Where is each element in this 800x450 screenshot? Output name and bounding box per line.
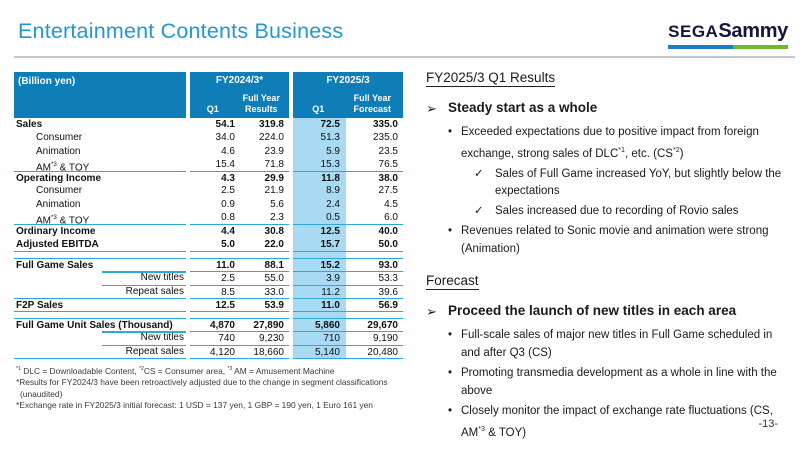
arrow-bullet-icon: ➢ [426, 101, 437, 116]
value-cell: 15.2 [293, 258, 346, 272]
value-cell: 76.5 [378, 158, 398, 170]
value-cell [240, 311, 289, 318]
logo-sammy-text: Sammy [718, 20, 788, 42]
table-row [14, 285, 403, 298]
row-label [14, 251, 186, 258]
table-row [14, 118, 403, 131]
table-row [14, 158, 403, 174]
table-row [14, 184, 403, 197]
value-cell: 4.3 [190, 171, 240, 185]
value-cell: 710 [293, 331, 346, 345]
value-cell [190, 358, 240, 359]
commentary-panel [426, 70, 794, 445]
table-row [14, 318, 403, 331]
table-row [14, 331, 403, 344]
value-cell: 319.8 [258, 119, 284, 130]
value-cell: 11.0 [293, 298, 346, 312]
value-cell: 55.0 [240, 271, 289, 285]
financial-table [14, 72, 403, 358]
row-label: Full Game Sales [14, 258, 186, 272]
footnote-definitions: $^{*1}$ DLC = Downloadable Content, $^{*2}$CS = Consumer area, $^{*3}$ AM = Amusement Machine [16, 366, 335, 376]
value-cell: 4.6 [221, 145, 235, 157]
forecast-key-point-text: Proceed the launch of new titles in each area [448, 303, 737, 319]
bullet-icon: • [448, 329, 453, 342]
row-label: Adjusted EBITDA [16, 238, 99, 250]
title-divider-line [14, 56, 795, 58]
bullet-item [448, 223, 794, 258]
value-cell: 53.9 [240, 298, 289, 312]
check-text: Sales increased due to recording of Rovio sales [495, 204, 739, 217]
table-row [14, 238, 403, 251]
segasammy-logo-text [668, 20, 788, 43]
bullet-icon: • [448, 225, 453, 238]
table-body [14, 118, 403, 358]
value-cell: 2.5 [190, 271, 240, 285]
check-icon: ✓ [474, 204, 484, 217]
row-label: Repeat sales [14, 345, 186, 359]
q1-key-point [426, 100, 794, 117]
table-row [14, 224, 403, 237]
forecast-heading: Forecast [426, 273, 479, 289]
row-label: AM$^{*3}$ & TOY [36, 160, 90, 174]
value-cell [346, 358, 403, 359]
value-cell [293, 358, 346, 359]
bullet-text: Closely monitor the impact of exchange rate fluctuations (CS, AM$^{*3}$ & TOY) [461, 405, 773, 439]
value-cell: 12.5 [293, 224, 346, 238]
value-cell: 9,230 [240, 331, 289, 345]
check-item [474, 203, 794, 221]
value-cell: 88.1 [240, 258, 289, 272]
value-cell [240, 251, 289, 258]
value-cell: 235.0 [372, 132, 398, 144]
value-cell: 740 [190, 331, 240, 345]
value-cell: 40.0 [346, 224, 403, 238]
value-cell [190, 311, 240, 318]
row-label: New titles [14, 331, 186, 345]
value-cell: 20,480 [346, 345, 403, 359]
colgroup-fy2024-label: FY2024/3* [215, 75, 264, 86]
row-label: Animation [36, 198, 81, 210]
check-text: Sales of Full Game increased YoY, but slightly below the expectations [495, 167, 782, 198]
q1-key-point-text: Steady start as a whole [448, 100, 598, 115]
row-label: Operating Income [14, 171, 186, 185]
arrow-bullet-icon: ➢ [426, 304, 437, 320]
value-cell: 34.0 [215, 132, 235, 144]
value-cell: 2.5 [221, 185, 235, 197]
check-item [474, 166, 794, 201]
row-label: Ordinary Income [14, 224, 186, 238]
value-cell: 15.3 [293, 158, 346, 175]
value-cell: 5,860 [293, 318, 346, 332]
value-cell: 6.0 [384, 212, 398, 224]
page-number: -13- [758, 418, 778, 430]
table-row [14, 171, 403, 184]
value-cell: 22.0 [264, 238, 284, 250]
value-cell: 12.5 [190, 298, 240, 312]
value-cell: 335.0 [372, 119, 398, 130]
value-cell: 3.9 [293, 271, 346, 285]
value-cell: 29,670 [346, 318, 403, 332]
row-label: Consumer [36, 132, 83, 144]
value-cell: 11.2 [293, 285, 346, 299]
value-cell: 93.0 [346, 258, 403, 272]
value-cell: 53.3 [346, 271, 403, 285]
value-cell [293, 251, 346, 258]
row-label: Repeat sales [14, 285, 186, 299]
bullet-item [448, 403, 794, 442]
value-cell [240, 358, 289, 359]
value-cell: 38.0 [346, 171, 403, 185]
value-cell: 5.0 [221, 238, 235, 250]
col-fy2025-fullyear: Full Year Forecast [353, 93, 392, 115]
value-cell: 15.7 [293, 238, 346, 251]
bullet-item [448, 124, 794, 163]
col-fy2024-fullyear: Full Year Results [242, 93, 280, 115]
value-cell: 51.3 [293, 131, 346, 144]
table-colgroup-fy2025 [293, 72, 403, 118]
value-cell: 8.9 [293, 184, 346, 197]
table-row [14, 211, 403, 227]
value-cell: 39.6 [346, 285, 403, 299]
logo-bar-blue-segment [668, 45, 733, 49]
bullet-icon: • [448, 126, 453, 138]
value-cell: 27,890 [240, 318, 289, 332]
row-label: Sales [16, 119, 43, 130]
value-cell: 54.1 [215, 119, 235, 130]
row-label: Consumer [36, 185, 83, 197]
value-cell: 8.5 [190, 285, 240, 299]
table-spacer-row [14, 251, 403, 258]
row-label: New titles [14, 271, 186, 285]
table-row [14, 145, 403, 158]
value-cell: 50.0 [378, 238, 398, 250]
value-cell: 11.8 [293, 171, 346, 185]
footnote-exchange-rate: *Exchange rate in FY2025/3 initial forecast: 1 USD = 137 yen, 1 GBP = 190 yen, 1 Euro 161 yen [16, 399, 373, 410]
value-cell: 2.3 [270, 212, 284, 224]
value-cell: 4,870 [190, 318, 240, 332]
bullet-icon: • [448, 367, 453, 380]
table-spacer-row [14, 311, 403, 318]
bullet-text: Full-scale sales of major new titles in Full Game scheduled in and after Q3 (CS) [461, 329, 773, 359]
bullet-item [448, 327, 794, 362]
segasammy-logo [668, 20, 788, 49]
table-row [14, 271, 403, 284]
value-cell: 4,120 [190, 345, 240, 359]
value-cell [346, 251, 403, 258]
value-cell [346, 311, 403, 318]
value-cell: 29.9 [240, 171, 289, 185]
value-cell: 18,660 [240, 345, 289, 359]
logo-underline-bar [668, 45, 788, 49]
table-row [14, 258, 403, 271]
footnotes [16, 366, 388, 411]
value-cell: 224.0 [258, 132, 284, 144]
value-cell: 5,140 [293, 345, 346, 359]
bullet-text: Exceeded expectations due to positive impact from foreign exchange, strong sales of DLC$^{*1}$, etc. (CS$^{*2}$) [461, 126, 759, 160]
footnote-unaudited: (unaudited) [20, 388, 63, 399]
row-label: Animation [36, 145, 81, 157]
table-header [14, 72, 403, 118]
value-cell: 23.5 [378, 145, 398, 157]
colgroup-fy2025-label: FY2025/3 [326, 75, 370, 86]
table-row [14, 345, 403, 358]
value-cell: 0.9 [221, 198, 235, 210]
bullet-text: Revenues related to Sonic movie and animation were strong (Animation) [461, 225, 769, 255]
table-row [14, 198, 403, 211]
value-cell: 56.9 [346, 298, 403, 312]
footnote-restated: *Results for FY2024/3 have been retroactively adjusted due to the change in segment classifications [16, 377, 388, 388]
value-cell: 5.9 [293, 145, 346, 158]
col-fy2024-q1: Q1 [206, 104, 219, 114]
value-cell [293, 311, 346, 318]
bullet-item [448, 365, 794, 400]
value-cell: 4.5 [384, 198, 398, 210]
page-title: Entertainment Contents Business [18, 19, 344, 43]
row-label: Full Game Unit Sales (Thousand) [14, 318, 186, 332]
value-cell: 11.0 [190, 258, 240, 272]
bullet-text: Promoting transmedia development as a whole in line with the above [461, 367, 777, 397]
col-fy2025-q1: Q1 [312, 104, 325, 114]
table-colgroup-fy2024 [190, 72, 289, 118]
value-cell: 9,190 [346, 331, 403, 345]
check-icon: ✓ [474, 167, 484, 180]
value-cell: 5.6 [270, 198, 284, 210]
row-label: F2P Sales [14, 298, 186, 312]
value-cell: 71.8 [264, 158, 284, 170]
value-cell: 2.4 [293, 198, 346, 211]
forecast-key-point [426, 303, 794, 320]
logo-sega-text: SEGA [668, 22, 719, 41]
value-cell: 30.8 [240, 224, 289, 238]
bullet-icon: • [448, 405, 453, 418]
table-unit-label: (Billion yen) [14, 72, 186, 118]
value-cell: 21.9 [264, 185, 284, 197]
value-cell: 0.5 [293, 211, 346, 228]
value-cell: 33.0 [240, 285, 289, 299]
table-row [14, 298, 403, 311]
row-label: AM$^{*3}$ & TOY [36, 214, 90, 227]
value-cell: 4.4 [190, 224, 240, 238]
table-row [14, 131, 403, 144]
value-cell: 27.5 [378, 185, 398, 197]
logo-bar-green-segment [733, 45, 788, 49]
q1-results-heading: FY2025/3 Q1 Results [426, 70, 556, 85]
value-cell [190, 251, 240, 258]
value-cell: 15.4 [215, 158, 235, 170]
value-cell: 0.8 [221, 212, 235, 224]
value-cell: 72.5 [293, 118, 346, 131]
value-cell: 23.9 [264, 145, 284, 157]
row-label [14, 311, 186, 318]
